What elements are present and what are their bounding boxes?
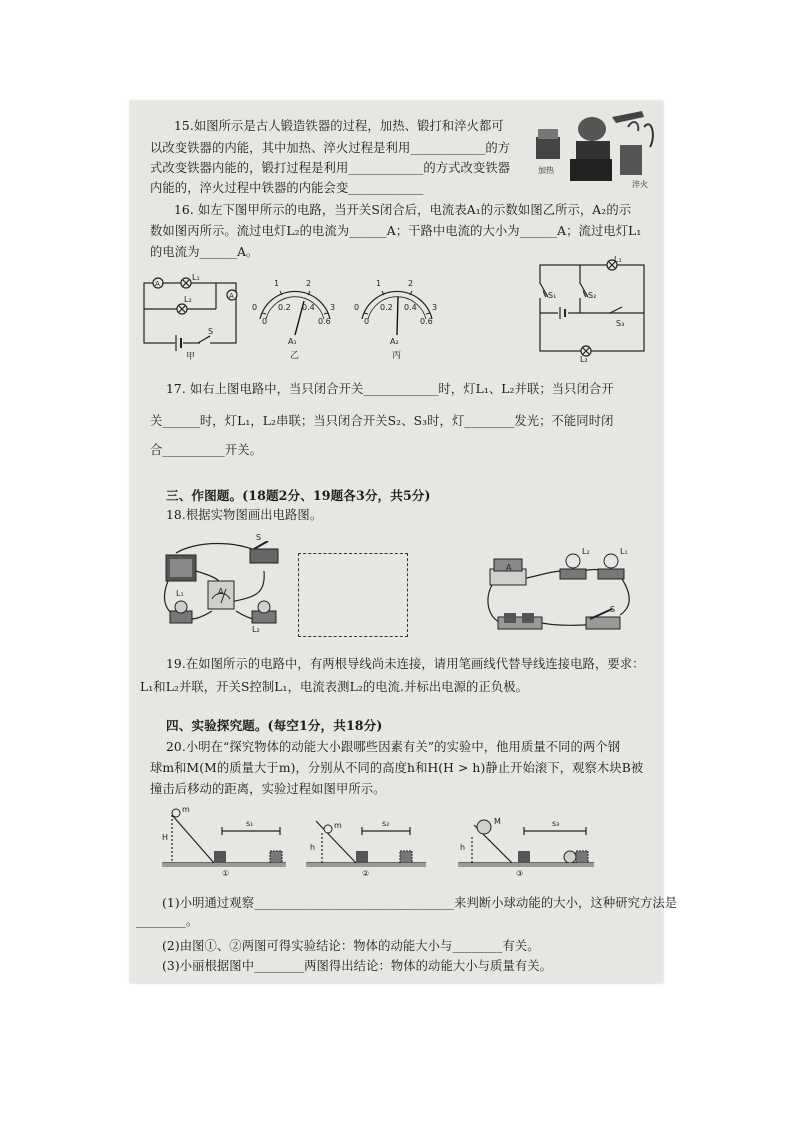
section-3-title: 三、作图题。(18题2分、19题各3分，共5分) bbox=[166, 488, 431, 503]
q18-label-l1: L₁ bbox=[176, 589, 184, 598]
label-heating: 加热 bbox=[538, 166, 554, 175]
bing-tick-top-0: 0 bbox=[354, 303, 360, 312]
bing-tick-bottom-2: 0.4 bbox=[404, 303, 417, 312]
q18-object-figure bbox=[156, 533, 292, 637]
q20-line-1: 20.小明在“探究物体的动能大小跟哪些因素有关”的实验中，他用质量不同的两个钢 bbox=[166, 740, 621, 754]
answer-drawing-box[interactable] bbox=[298, 553, 408, 637]
q20-line-2: 球m和M(M的质量大于m)，分别从不同的高度h和H(H > h)静止开始滚下，观察木块B被 bbox=[150, 761, 644, 775]
q18-label-s: S bbox=[256, 533, 262, 542]
fig3-label-s3: s₃ bbox=[552, 819, 560, 828]
q20-part-3: (3)小丽根据图中________两图得出结论：物体的动能大小与质量有关。 bbox=[162, 959, 553, 973]
q19-line-2: L₁和L₂并联，开关S控制L₁，电流表测L₂的电流.并标出电源的正负极。 bbox=[140, 680, 529, 694]
fig3-label-M: M bbox=[494, 817, 501, 826]
yi-tick-top-0: 0 bbox=[252, 303, 258, 312]
q17-label-s3: S₃ bbox=[616, 319, 625, 328]
q16-line-2: 数如图丙所示。流过电灯L₂的电流为______A；干路中电流的大小为______A；流过电灯L₁ bbox=[150, 224, 642, 238]
circuit-q17 bbox=[534, 257, 652, 365]
exam-sheet bbox=[130, 101, 678, 983]
fig2-caption: ② bbox=[362, 869, 370, 878]
bing-tick-bottom-0: 0 bbox=[364, 317, 370, 326]
q18-label-a: A bbox=[218, 587, 224, 596]
experiment-figure-3 bbox=[458, 813, 598, 885]
forging-illustration bbox=[532, 107, 660, 193]
fig2-label-m: m bbox=[334, 821, 342, 830]
q18-text: 18.根据实物图画出电路图。 bbox=[166, 508, 323, 522]
ammeter-yi bbox=[252, 277, 338, 361]
q20-line-3: 撞击后移动的距离，实验过程如图甲所示。 bbox=[150, 782, 386, 796]
bing-tick-bottom-3: 0.6 bbox=[420, 317, 433, 326]
q19-label-a: A bbox=[506, 563, 512, 572]
q18-label-l2: L₂ bbox=[252, 625, 260, 634]
label-quenching: 淬火 bbox=[632, 180, 648, 189]
bing-tick-top-1: 1 bbox=[376, 279, 382, 288]
svg-text:A: A bbox=[155, 280, 160, 288]
svg-text:A: A bbox=[229, 292, 234, 300]
q15-line-2: 以改变铁器的内能，其中加热、淬火过程是利用____________的方 bbox=[150, 141, 511, 155]
q15-line-1: 15.如图所示是古人锻造铁器的过程，加热、锻打和淬火都可 bbox=[174, 119, 504, 133]
bing-caption: 丙 bbox=[392, 351, 402, 361]
yi-tick-bottom-0: 0 bbox=[262, 317, 268, 326]
experiment-figure-2 bbox=[306, 813, 428, 885]
q17-line-3: 合__________开关。 bbox=[150, 443, 263, 457]
q17-line-2: 关______时，灯L₁，L₂串联；当只闭合开关S₂、S₃时，灯________发光；不能同时闭 bbox=[150, 414, 614, 428]
q16-line-1: 16. 如左下图甲所示的电路，当开关S闭合后，电流表A₁的示数如图乙所示，A₂的示 bbox=[174, 203, 632, 217]
yi-caption: 乙 bbox=[290, 351, 300, 361]
yi-label-a1: A₁ bbox=[288, 337, 297, 346]
bing-label-a2: A₂ bbox=[390, 337, 399, 346]
q17-label-s2: S₂ bbox=[588, 291, 597, 300]
circuit-q17-drawing bbox=[534, 257, 652, 365]
q19-object-figure bbox=[482, 541, 632, 641]
q19-line-1: 19.在如图所示的电路中，有两根导线尚未连接，请用笔画线代替导线连接电路，要求： bbox=[166, 657, 645, 671]
q19-object-drawing bbox=[482, 541, 632, 641]
q15-line-4: 内能的，淬火过程中铁器的内能会变____________ bbox=[150, 181, 424, 195]
q19-label-l1: L₁ bbox=[620, 547, 628, 556]
jia-caption: 甲 bbox=[186, 352, 196, 362]
fig3-caption: ③ bbox=[516, 869, 524, 878]
section-4-title: 四、实验探究题。(每空1分，共18分) bbox=[166, 718, 383, 733]
q15-line-3: 式改变铁器内能的，锻打过程是利用____________的方式改变铁器 bbox=[150, 161, 511, 175]
q20-part-1-line-2: ________。 bbox=[136, 914, 199, 928]
yi-tick-top-3: 3 bbox=[330, 303, 336, 312]
fig1-label-s1: s₁ bbox=[246, 819, 254, 828]
fig1-label-m: m bbox=[182, 805, 190, 814]
q20-part-2: (2)由图①、②两图可得实验结论：物体的动能大小与________有关。 bbox=[162, 939, 540, 953]
ammeter-yi-dial bbox=[252, 277, 338, 337]
q17-label-s1: S₁ bbox=[548, 291, 557, 300]
fig3-label-h: h bbox=[460, 843, 466, 852]
circuit-jia bbox=[136, 273, 240, 363]
yi-tick-top-1: 1 bbox=[274, 279, 280, 288]
experiment-figure-1 bbox=[162, 807, 290, 885]
q17-label-l1: L₁ bbox=[614, 255, 622, 264]
ammeter-bing bbox=[354, 277, 440, 361]
experiment-figure-3-drawing bbox=[458, 813, 598, 885]
jia-label-l1: L₁ bbox=[192, 273, 200, 282]
q19-label-l2: L₂ bbox=[582, 547, 590, 556]
bing-tick-top-2: 2 bbox=[408, 279, 414, 288]
jia-label-l2: L₂ bbox=[184, 295, 192, 304]
fig1-label-H: H bbox=[162, 833, 169, 842]
fig1-caption: ① bbox=[222, 869, 230, 878]
q17-line-1: 17. 如右上图电路中，当只闭合开关____________时，灯L₁、L₂并联；当只闭合开 bbox=[166, 382, 614, 396]
bing-tick-bottom-1: 0.2 bbox=[380, 303, 393, 312]
q16-line-3: 的电流为______A。 bbox=[150, 245, 259, 259]
yi-tick-bottom-2: 0.4 bbox=[302, 303, 315, 312]
yi-tick-bottom-3: 0.6 bbox=[318, 317, 331, 326]
fig2-label-h: h bbox=[310, 843, 316, 852]
q19-label-s: S bbox=[610, 605, 616, 614]
ammeter-bing-dial bbox=[354, 277, 440, 337]
q17-label-l2: L₂ bbox=[580, 355, 588, 364]
bing-tick-top-3: 3 bbox=[432, 303, 438, 312]
q20-part-1-line-1: (1)小明通过观察________________________________来判断小球动能的大小，这种研究方法是 bbox=[162, 896, 678, 910]
jia-label-s: S bbox=[208, 327, 214, 336]
yi-tick-top-2: 2 bbox=[306, 279, 312, 288]
yi-tick-bottom-1: 0.2 bbox=[278, 303, 291, 312]
fig2-label-s2: s₂ bbox=[382, 819, 390, 828]
